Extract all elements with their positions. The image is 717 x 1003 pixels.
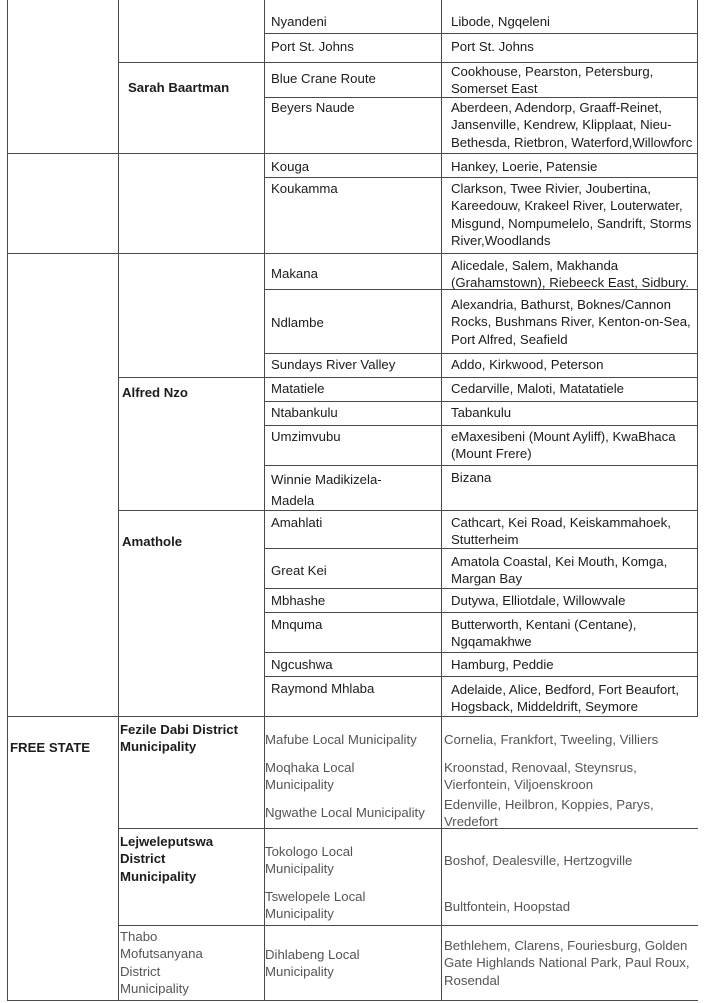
towns-cell: Cornelia, Frankfort, Tweeling, Villiers bbox=[444, 732, 659, 747]
towns-cell: Clarkson, Twee Rivier, Joubertina, Kareedouw, Krakeel River, Louterwater, Misgund, Nompumelelo, Sandrift, Storms River,Woodlands bbox=[451, 181, 692, 248]
district-cell: Sarah Baartman bbox=[128, 80, 230, 95]
local-municipality-cell: Blue Crane Route bbox=[271, 71, 376, 86]
local-municipality-cell: Ngwathe Local Municipality bbox=[265, 805, 425, 820]
local-municipality-cell: Makana bbox=[271, 266, 318, 281]
towns-cell: Aberdeen, Adendorp, Graaff-Reinet, Jansenville, Kendrew, Klipplaat, Nieu-Bethesda, Rietbron, Waterford,Willowforc bbox=[451, 100, 693, 150]
row-divider bbox=[264, 177, 698, 178]
row-divider bbox=[118, 925, 698, 926]
local-municipality-cell: Kouga bbox=[271, 159, 310, 174]
towns-cell: Tabankulu bbox=[451, 405, 512, 420]
row-divider bbox=[264, 425, 698, 426]
local-municipality-cell: Sundays River Valley bbox=[271, 357, 396, 372]
province-cell: FREE STATE bbox=[10, 740, 91, 755]
row-divider bbox=[118, 510, 698, 511]
towns-cell: Alicedale, Salem, Makhanda (Grahamstown), Riebeeck East, Sidbury. bbox=[451, 258, 689, 291]
towns-cell: Edenville, Heilbron, Koppies, Parys, Vredefort bbox=[444, 797, 654, 830]
table-border-left bbox=[7, 0, 8, 1001]
towns-cell: Adelaide, Alice, Bedford, Fort Beaufort, Hogsback, Middeldrift, Seymore bbox=[451, 682, 679, 715]
district-cell: Fezile Dabi District Municipality bbox=[120, 722, 238, 755]
local-municipality-cell: Mbhashe bbox=[271, 593, 326, 608]
towns-cell: Boshof, Dealesville, Hertzogville bbox=[444, 853, 633, 868]
towns-cell: Cookhouse, Pearston, Petersburg, Somerset East bbox=[451, 64, 654, 97]
local-municipality-cell: Ngcushwa bbox=[271, 657, 333, 672]
towns-cell: Bultfontein, Hoopstad bbox=[444, 899, 571, 914]
local-municipality-cell: Amahlati bbox=[271, 515, 323, 530]
local-municipality-cell: Ndlambe bbox=[271, 315, 324, 330]
column-divider-local bbox=[441, 0, 442, 1001]
row-divider bbox=[264, 676, 698, 677]
row-divider bbox=[7, 716, 698, 717]
towns-cell: Amatola Coastal, Kei Mouth, Komga, Margan Bay bbox=[451, 554, 668, 587]
local-municipality-cell: Beyers Naude bbox=[271, 100, 355, 115]
row-divider bbox=[264, 612, 698, 613]
towns-cell: Bizana bbox=[451, 470, 492, 485]
table-border-bottom bbox=[7, 1000, 698, 1001]
row-divider bbox=[264, 588, 698, 589]
local-municipality-cell: Koukamma bbox=[271, 181, 338, 196]
local-municipality-cell: Nyandeni bbox=[271, 14, 327, 29]
row-divider bbox=[264, 353, 698, 354]
row-divider bbox=[264, 652, 698, 653]
column-divider-province bbox=[118, 0, 119, 1001]
towns-cell: Addo, Kirkwood, Peterson bbox=[451, 357, 604, 372]
local-municipality-cell: Matatiele bbox=[271, 381, 325, 396]
local-municipality-cell: Umzimvubu bbox=[271, 429, 341, 444]
district-cell: Alfred Nzo bbox=[122, 385, 188, 400]
row-divider bbox=[264, 33, 698, 34]
towns-cell: Kroonstad, Renovaal, Steynsrus, Vierfontein, Viljoenskroon bbox=[444, 760, 637, 793]
towns-cell: Hankey, Loerie, Patensie bbox=[451, 159, 598, 174]
towns-cell: Port St. Johns bbox=[451, 39, 534, 54]
local-municipality-cell: Mnquma bbox=[271, 617, 323, 632]
row-divider bbox=[7, 253, 698, 254]
local-municipality-cell: Raymond Mhlaba bbox=[271, 681, 375, 696]
towns-cell: Hamburg, Peddie bbox=[451, 657, 554, 672]
towns-cell: Cedarville, Maloti, Matatatiele bbox=[451, 381, 624, 396]
local-municipality-cell: Dihlabeng Local Municipality bbox=[265, 947, 360, 980]
row-divider bbox=[264, 465, 698, 466]
local-municipality-cell: Tswelopele Local Municipality bbox=[265, 889, 366, 922]
local-municipality-cell: Mafube Local Municipality bbox=[265, 732, 417, 747]
row-divider bbox=[264, 401, 698, 402]
towns-cell: Libode, Ngqeleni bbox=[451, 14, 550, 29]
local-municipality-cell: Great Kei bbox=[271, 563, 327, 578]
local-municipality-cell: Moqhaka Local Municipality bbox=[265, 760, 355, 793]
district-cell: Lejweleputswa District Municipality bbox=[120, 834, 214, 884]
towns-cell: Alexandria, Bathurst, Boknes/Cannon Rocks, Bushmans River, Kenton-on-Sea, Port Alfred, Seafield bbox=[451, 297, 691, 347]
towns-cell: Dutywa, Elliotdale, Willowvale bbox=[451, 593, 626, 608]
local-municipality-cell: Tokologo Local Municipality bbox=[265, 844, 353, 877]
local-municipality-cell: Ntabankulu bbox=[271, 405, 338, 420]
row-divider bbox=[7, 153, 698, 154]
towns-cell: eMaxesibeni (Mount Ayliff), KwaBhaca (Mount Frere) bbox=[451, 429, 676, 462]
towns-cell: Bethlehem, Clarens, Fouriesburg, Golden Gate Highlands National Park, Paul Roux, Rosendal bbox=[444, 938, 690, 988]
towns-cell: Cathcart, Kei Road, Keiskammahoek, Stutterheim bbox=[451, 515, 671, 548]
row-divider bbox=[118, 377, 698, 378]
district-cell: Amathole bbox=[122, 534, 183, 549]
local-municipality-cell: Port St. Johns bbox=[271, 39, 354, 54]
district-cell: Thabo Mofutsanyana District Municipality bbox=[120, 929, 203, 996]
local-municipality-cell: Winnie Madikizela-Madela bbox=[271, 472, 382, 508]
towns-cell: Butterworth, Kentani (Centane), Ngqamakhwe bbox=[451, 617, 637, 650]
